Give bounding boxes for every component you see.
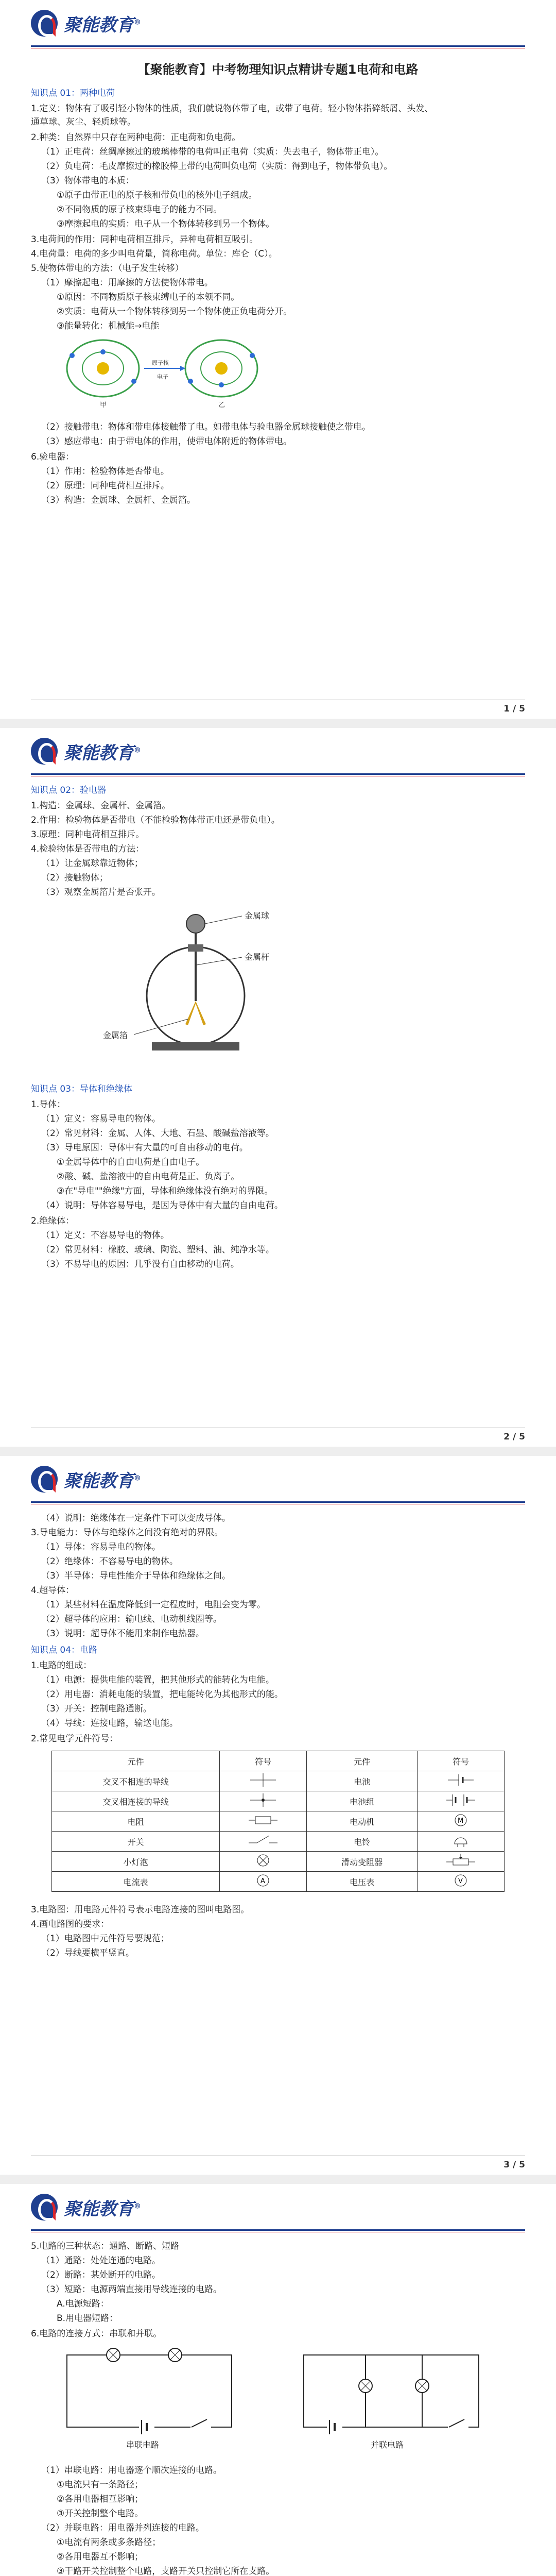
circuit-diagrams [57, 2345, 499, 2453]
text-line: （3）物体带电的本质： [41, 176, 134, 186]
table-cell [220, 1872, 307, 1892]
text-line: 通草球、灰尘、轻质球等。 [31, 117, 136, 127]
text-line: （2）常见材料：橡胶、玻璃、陶瓷、塑料、油、纯净水等。 [41, 1245, 274, 1255]
text-line: ③干路开关控制整个电路，支路开关只控制它所在支路。 [57, 2566, 275, 2576]
text-line: （1）导体：容易导电的物体。 [41, 1542, 161, 1552]
text-line: 3.原理：同种电荷相互排斥。 [31, 829, 145, 840]
text-line: （1）作用：检验物体是否带电。 [41, 466, 169, 477]
lamp-symbol-icon [248, 1853, 279, 1868]
voltmeter-symbol-icon [445, 1873, 476, 1888]
svg-text:A: A [260, 1877, 265, 1885]
text-line: （2）原理：同种电荷相互排斥。 [41, 481, 169, 491]
text-line: （1）定义：容易导电的物体。 [41, 1114, 161, 1124]
bell-symbol-icon [445, 1833, 476, 1848]
text-line: （1）串联电路：用电器逐个顺次连接的电路。 [41, 2465, 222, 2476]
table-row [52, 1832, 505, 1852]
text-line: （2）超导体的应用：输电线、电动机线圈等。 [41, 1614, 222, 1624]
page-number: 2 / 5 [503, 1432, 525, 1442]
table-cell [220, 1832, 307, 1852]
page-separator [0, 719, 556, 728]
table-row [52, 1771, 505, 1791]
text-line: 3.电荷间的作用：同种电荷相互排斥，异种电荷相互吸引。 [31, 234, 258, 245]
table-cell: 电流表 [52, 1872, 220, 1892]
text-line: （4）导线：连接电路，输送电能。 [41, 1718, 178, 1728]
metal-ball [186, 914, 205, 933]
table-row [52, 1811, 505, 1832]
metal-foil-left [185, 1001, 196, 1025]
text-line: （1）电路图中元件符号要规范； [41, 1934, 169, 1944]
electroscope-diagram [103, 903, 319, 1068]
svg-text:V: V [458, 1877, 463, 1885]
section-heading: 知识点 03：导体和绝缘体 [31, 1084, 133, 1094]
figure-caption: 串联电路 [126, 2440, 160, 2450]
table-cell [220, 1791, 307, 1811]
text-line: （2）绝缘体：不容易导电的物体。 [41, 1556, 178, 1567]
text-line: ③能量转化：机械能→电能 [57, 321, 160, 331]
table-cell: 电池组 [307, 1791, 418, 1811]
brand-name: 聚能教育® [64, 1470, 141, 1492]
table-cell: 电铃 [307, 1832, 418, 1852]
crossing-wires-symbol-icon [248, 1772, 279, 1788]
table-cell: 交叉不相连的导线 [52, 1771, 220, 1791]
header-rule [31, 1501, 525, 1503]
switch-symbol-icon [248, 1833, 279, 1848]
text-line: 2.作用：检验物体是否带电（不能检验物体带正电还是带负电）。 [31, 815, 280, 825]
table-cell: 小灯泡 [52, 1852, 220, 1872]
label-rod: 金属杆 [245, 952, 270, 962]
text-line: （1）摩擦起电：用摩擦的方法使物体带电。 [41, 278, 213, 288]
series-circuit [67, 2348, 232, 2450]
page-separator [0, 1447, 556, 1456]
text-line: 1.电路的组成： [31, 1660, 92, 1671]
table-header-cell: 符号 [220, 1751, 307, 1771]
text-line: （3）构造：金属球、金属杆、金属箔。 [41, 495, 196, 505]
table-row [52, 1852, 505, 1872]
text-line: （3）观察金属箔片是否张开。 [41, 887, 161, 897]
text-line: （3）感应带电：由于带电体的作用，使带电体附近的物体带电。 [41, 436, 292, 447]
brand-header [31, 1461, 141, 1497]
table-cell [220, 1852, 307, 1872]
battery-symbol-icon [445, 1772, 476, 1788]
text-line: （1）通路：处处连通的电路。 [41, 2256, 161, 2266]
brand-name: 聚能教育® [64, 2198, 141, 2219]
page-separator [0, 2175, 556, 2184]
table-cell: 交叉相连接的导线 [52, 1791, 220, 1811]
brand-logo-icon [31, 10, 58, 37]
table-cell [418, 1791, 505, 1811]
figure-caption-a: 甲 [100, 401, 107, 409]
text-line: ①原子由带正电的原子核和带负电的核外电子组成。 [57, 190, 257, 200]
text-line: ①电流只有一条路径； [57, 2480, 144, 2490]
table-cell [418, 1811, 505, 1832]
text-line: （1）正电荷：丝绸摩擦过的玻璃棒带的电荷叫正电荷（实质：失去电子，物体带正电）。 [41, 147, 384, 157]
table-cell [418, 1832, 505, 1852]
text-line: 2.常见电学元件符号： [31, 1734, 118, 1744]
page-number: 1 / 5 [503, 704, 525, 714]
header-rule [31, 45, 525, 47]
brand-header [31, 2189, 141, 2225]
document-title: 【聚能教育】中考物理知识点精讲专题1电荷和电路 [137, 62, 419, 77]
joined-wires-symbol-icon [248, 1792, 279, 1808]
section-heading: 知识点 02：验电器 [31, 785, 107, 795]
brand-logo-icon [31, 1466, 58, 1493]
text-line: ②不同物质的原子核束缚电子的能力不同。 [57, 205, 222, 215]
table-cell: 电压表 [307, 1872, 418, 1892]
text-line: 6.电路的连接方式：串联和并联。 [31, 2329, 162, 2339]
electron-label: 电子 [157, 374, 168, 380]
table-row [52, 1791, 505, 1811]
text-line: 6.验电器： [31, 452, 75, 462]
text-line: 5.电路的三种状态：通路、断路、短路 [31, 2241, 180, 2251]
brand-name: 聚能教育® [64, 742, 141, 764]
section-heading: 知识点 01：两种电荷 [31, 88, 115, 98]
text-line: （4）说明：绝缘体在一定条件下可以变成导体。 [41, 1513, 231, 1523]
atom-figure-b [185, 340, 257, 397]
metal-foil-right [196, 1001, 206, 1025]
text-line: ②各用电器相互影响； [57, 2494, 144, 2504]
text-line: （2）并联电路：用电器并列连接的电路。 [41, 2523, 204, 2533]
text-line: （1）某些材料在温度降低到一定程度时，电阻会变为零。 [41, 1600, 266, 1610]
text-line: （4）说明：导体容易导电，是因为导体中有大量的自由电荷。 [41, 1200, 283, 1211]
text-line: （2）用电器：消耗电能的装置，把电能转化为其他形式的能。 [41, 1689, 283, 1700]
text-line: 5.使物体带电的方法：（电子发生转移） [31, 263, 184, 274]
text-line: ②实质：电荷从一个物体转移到另一个物体使正负电荷分开。 [57, 307, 292, 317]
table-cell [418, 1852, 505, 1872]
table-header-cell: 元件 [52, 1751, 220, 1771]
text-line: ①电流有两条或多条路径； [57, 2537, 161, 2548]
text-line: ③开关控制整个电路。 [57, 2509, 144, 2519]
text-line: （3）导电原因：导体中有大量的可自由移动的电荷。 [41, 1143, 248, 1153]
text-line: 1.导体： [31, 1099, 66, 1110]
text-line: （3）短路：电源两端直接用导线连接的电路。 [41, 2284, 222, 2295]
table-row [52, 1872, 505, 1892]
table-cell: 开关 [52, 1832, 220, 1852]
resistor-symbol-icon [248, 1812, 279, 1828]
text-line: （2）接触带电：物体和带电体接触带了电。如带电体与验电器金属球接触使之带电。 [41, 422, 371, 432]
text-line: （2）断路：某处断开的电路。 [41, 2270, 161, 2280]
header-rule [31, 2229, 525, 2231]
base [152, 1042, 239, 1050]
text-line: （3）开关：控制电路通断。 [41, 1704, 152, 1714]
text-line: （1）让金属球靠近物体； [41, 858, 143, 869]
text-line: B.用电器短路： [57, 2313, 118, 2324]
text-line: （3）半导体：导电性能介于导体和绝缘体之间。 [41, 1571, 231, 1581]
text-line: （1）电源：提供电能的装置，把其他形式的能转化为电能。 [41, 1675, 274, 1685]
table-cell [418, 1872, 505, 1892]
text-line: 1.定义：物体有了吸引轻小物体的性质，我们就说物体带了电，或带了电荷。轻小物体指碎纸屑、头发、 [31, 104, 433, 114]
text-line: 4.电荷量：电荷的多少叫电荷量，简称电荷。单位：库仑（C）。 [31, 249, 277, 259]
nucleus-label: 原子核 [152, 360, 169, 366]
text-line: ③在"导电""绝缘"方面，导体和绝缘体没有绝对的界限。 [57, 1186, 273, 1196]
figure-caption: 并联电路 [371, 2440, 404, 2450]
atom-diagram [57, 335, 283, 412]
header-rule [31, 773, 525, 775]
rheostat-symbol-icon [445, 1853, 476, 1868]
table-cell: 滑动变阻器 [307, 1852, 418, 1872]
table-cell: 电阻 [52, 1811, 220, 1832]
brand-header [31, 5, 141, 41]
text-line: 2.种类：自然界中只存在两种电荷：正电荷和负电荷。 [31, 132, 241, 143]
page-number: 3 / 5 [503, 2160, 525, 2170]
ammeter-symbol-icon [248, 1873, 279, 1888]
brand-name: 聚能教育® [64, 14, 141, 36]
svg-text:M: M [458, 1817, 464, 1825]
text-line: 2.绝缘体： [31, 1216, 75, 1226]
motor-symbol-icon [445, 1812, 476, 1828]
text-line: ②各用电器互不影响； [57, 2552, 144, 2562]
text-line: （2）接触物体； [41, 873, 108, 883]
text-line: A.电源短路： [57, 2299, 109, 2309]
text-line: （2）导线要横平竖直。 [41, 1948, 134, 1958]
text-line: ③摩擦起电的实质：电子从一个物体转移到另一个物体。 [57, 219, 275, 229]
table-cell [220, 1771, 307, 1791]
battery-pack-symbol-icon [445, 1792, 476, 1808]
brand-logo-icon [31, 738, 58, 765]
brand-header [31, 733, 141, 769]
table-cell: 电动机 [307, 1811, 418, 1832]
parallel-circuit [304, 2355, 479, 2450]
label-foil: 金属箔 [103, 1030, 128, 1040]
text-line: （1）定义：不容易导电的物体。 [41, 1230, 169, 1241]
text-line: 4.画电路图的要求： [31, 1919, 110, 1929]
text-line: （2）负电荷：毛皮摩擦过的橡胶棒上带的电荷叫负电荷（实质：得到电子，物体带负电）。 [41, 161, 393, 172]
table-cell: 电池 [307, 1771, 418, 1791]
text-line: （3）说明：超导体不能用来制作电热器。 [41, 1629, 204, 1639]
table-header-cell: 元件 [307, 1751, 418, 1771]
section-heading: 知识点 04：电路 [31, 1645, 98, 1655]
text-line: ①金属导体中的自由电荷是自由电子。 [57, 1157, 205, 1167]
table-header-row [52, 1751, 505, 1771]
text-line: （3）不易导电的原因：几乎没有自由移动的电荷。 [41, 1259, 239, 1269]
stopper [188, 944, 203, 952]
text-line: ①原因：不同物质原子核束缚电子的本领不同。 [57, 292, 240, 302]
text-line: 3.导电能力：导体与绝缘体之间没有绝对的界限。 [31, 1528, 223, 1538]
brand-logo-icon [31, 2194, 58, 2221]
text-line: ②酸、碱、盐溶液中的自由电荷是正、负离子。 [57, 1172, 240, 1182]
text-line: 1.构造：金属球、金属杆、金属箔。 [31, 801, 171, 811]
atom-figure-a [67, 340, 139, 397]
text-line: （2）常见材料：金属、人体、大地、石墨、酸碱盐溶液等。 [41, 1128, 274, 1139]
table-header-cell: 符号 [418, 1751, 505, 1771]
figure-caption-b: 乙 [218, 401, 225, 409]
label-ball: 金属球 [245, 911, 270, 921]
symbol-table [51, 1751, 505, 1892]
table-cell [220, 1811, 307, 1832]
text-line: 3.电路图：用电路元件符号表示电路连接的图叫电路图。 [31, 1905, 250, 1915]
text-line: 4.检验物体是否带电的方法： [31, 844, 145, 854]
table-cell [418, 1771, 505, 1791]
text-line: 4.超导体： [31, 1585, 75, 1596]
